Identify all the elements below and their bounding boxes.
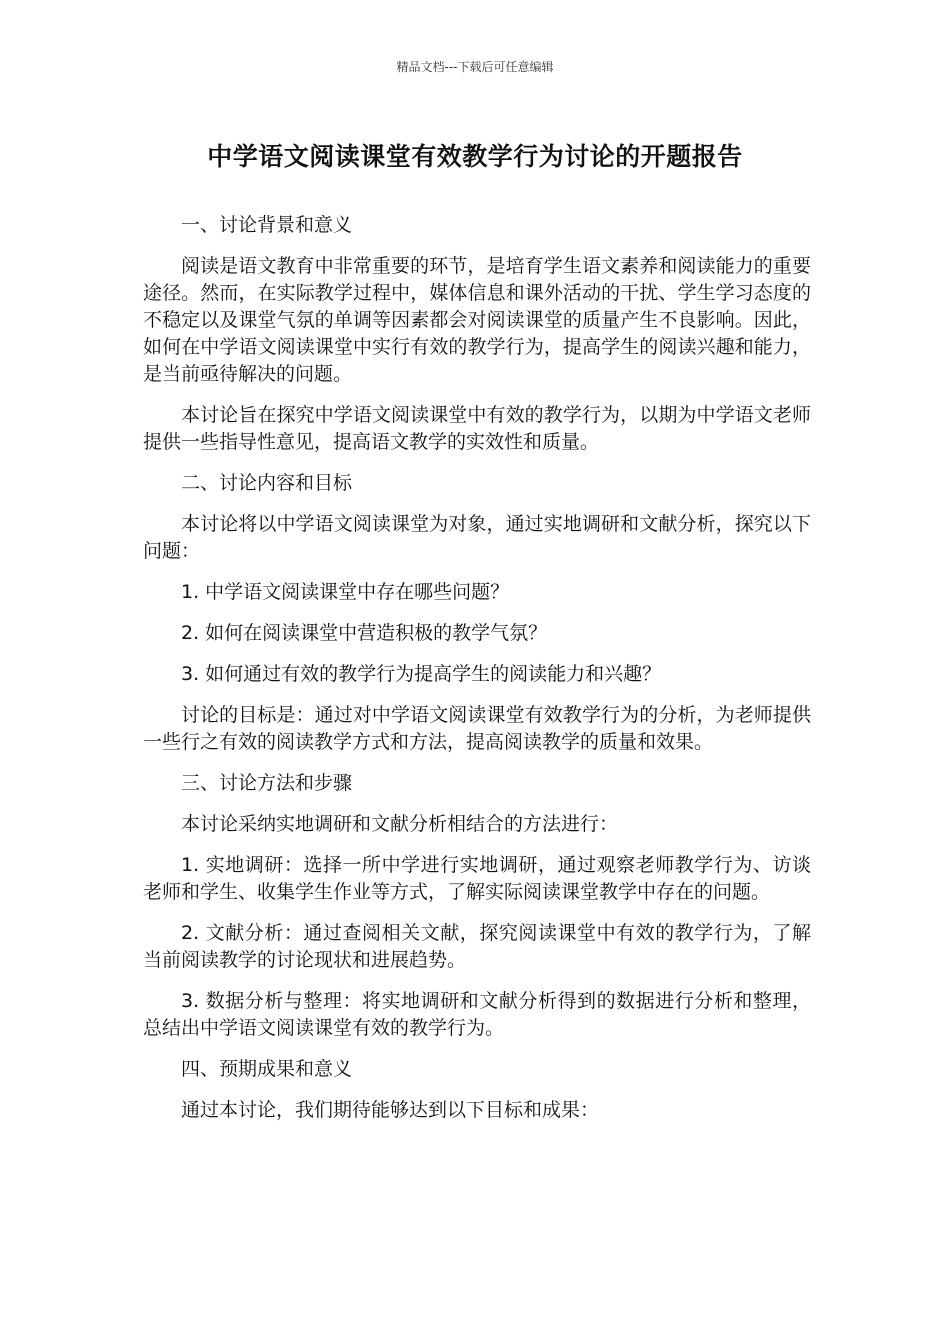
document-title: 中学语文阅读课堂有效教学行为讨论的开题报告 — [207, 142, 743, 171]
paragraph: 本讨论采纳实地调研和文献分析相结合的方法进行： — [181, 813, 619, 835]
header-note: 精品文档---下载后可任意编辑 — [396, 60, 554, 74]
section-heading-methods: 三、讨论方法和步骤 — [181, 772, 353, 794]
paragraph: 阅读是语文教育中非常重要的环节，是培育学生语文素养和阅读能力的重要途径。然而，在实际教学过程中，媒体信息和课外活动的干扰、学生学习态度的不稳定以及课堂气氛的单调等因素都会对阅读课堂的质量产生不良影响。因此，如何在中学语文阅读课堂中实行有效的教学行为，提高学生的阅读兴趣和能力，是当前亟待解决的问题。 — [143, 255, 811, 385]
section-heading-content: 二、讨论内容和目标 — [181, 472, 353, 494]
paragraph: 本讨论旨在探究中学语文阅读课堂中有效的教学行为，以期为中学语文老师提供一些指导性意见，提高语文教学的实效性和质量。 — [143, 404, 811, 453]
paragraph: 本讨论将以中学语文阅读课堂为对象，通过实地调研和文献分析，探究以下问题： — [143, 513, 811, 562]
list-item: 1. 中学语文阅读课堂中存在哪些问题？ — [181, 581, 510, 603]
paragraph: 讨论的目标是：通过对中学语文阅读课堂有效教学行为的分析，为老师提供一些行之有效的阅读教学方式和方法，提高阅读教学的质量和效果。 — [143, 704, 811, 753]
list-item: 2. 如何在阅读课堂中营造积极的教学气氛？ — [181, 622, 548, 644]
list-item: 3. 如何通过有效的教学行为提高学生的阅读能力和兴趣？ — [181, 663, 662, 685]
paragraph: 通过本讨论，我们期待能够达到以下目标和成果： — [181, 1099, 600, 1121]
list-item: 3. 数据分析与整理：将实地调研和文献分析得到的数据进行分析和整理，总结出中学语文阅读课堂有效的教学行为。 — [143, 990, 811, 1039]
list-item: 1. 实地调研：选择一所中学进行实地调研，通过观察老师教学行为、访谈老师和学生、收集学生作业等方式，了解实际阅读课堂教学中存在的问题。 — [143, 854, 811, 903]
list-item: 2. 文献分析：通过查阅相关文献，探究阅读课堂中有效的教学行为，了解当前阅读教学的讨论现状和进展趋势。 — [143, 922, 811, 971]
document-body — [143, 212, 811, 1138]
section-heading-background: 一、讨论背景和意义 — [181, 214, 353, 236]
section-heading-outcomes: 四、预期成果和意义 — [181, 1058, 353, 1080]
